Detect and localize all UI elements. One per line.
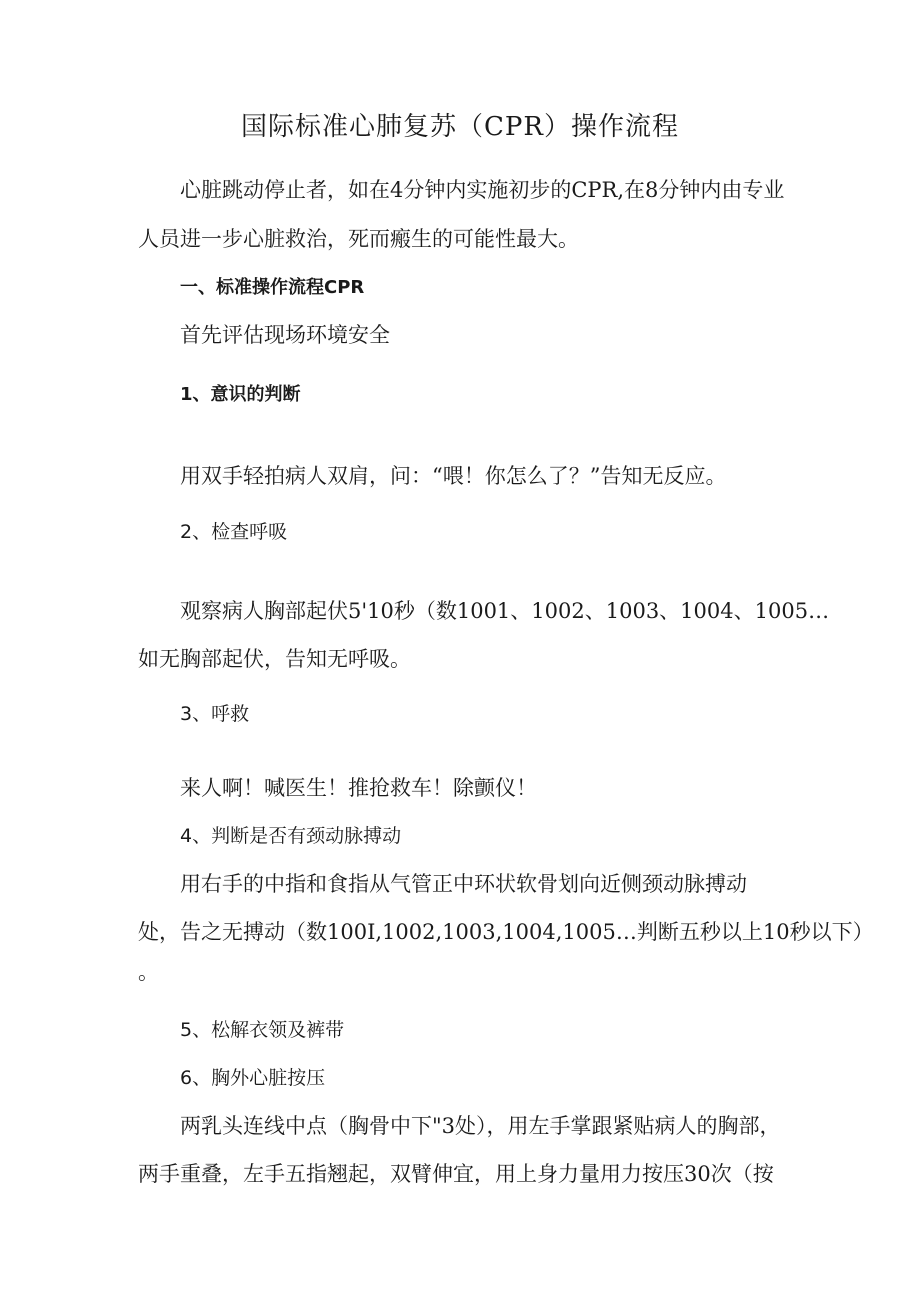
step-1-text: 用双手轻拍病人双肩，问：“喂！你怎么了？”告知无反应。 bbox=[180, 464, 727, 488]
step-6-title: 6、胸外心脏按压 bbox=[180, 1067, 326, 1089]
step-6-text-1: 两乳头连线中点（胸骨中下"3处），用左手掌跟紧贴病人的胸部， bbox=[180, 1114, 781, 1138]
step-4-title: 4、判断是否有颈动脉搏动 bbox=[180, 825, 402, 847]
intro-line-2: 人员进一步心脏救治，死而瘢生的可能性最大。 bbox=[138, 227, 579, 251]
step-4-text-2: 处，告之无搏动（数100I,1002,1003,1004,1005…判断五秒以上10秒以下） bbox=[138, 920, 874, 944]
first-step-text: 首先评估现场环境安全 bbox=[180, 323, 390, 347]
step-1-title: 1、意识的判断 bbox=[180, 384, 301, 405]
step-4-text-1: 用右手的中指和食指从气管正中环状软骨划向近侧颈动脉搏动 bbox=[180, 872, 747, 896]
step-5-title: 5、松解衣领及裤带 bbox=[180, 1019, 345, 1041]
step-6-text-2: 两手重叠，左手五指翘起，双臂伸宜，用上身力量用力按压30次（按 bbox=[138, 1162, 774, 1186]
step-3-text: 来人啊！喊医生！推抢救车！除颤仪！ bbox=[180, 776, 537, 800]
step-3-title: 3、呼救 bbox=[180, 703, 250, 725]
step-4-text-3: 。 bbox=[138, 960, 159, 984]
document-title: 国际标准心肺复苏（CPR）操作流程 bbox=[241, 112, 679, 142]
step-2-text-2: 如无胸部起伏，告知无呼吸。 bbox=[138, 647, 411, 671]
intro-line-1: 心脏跳动停止者，如在4分钟内实施初步的CPR,在8分钟内由专业 bbox=[180, 178, 785, 202]
section-heading: 一、标准操作流程CPR bbox=[180, 277, 365, 298]
step-2-title: 2、检查呼吸 bbox=[180, 521, 288, 543]
step-2-text-1: 观察病人胸部起伏5'10秒（数1001、1002、1003、1004、1005… bbox=[180, 599, 830, 623]
